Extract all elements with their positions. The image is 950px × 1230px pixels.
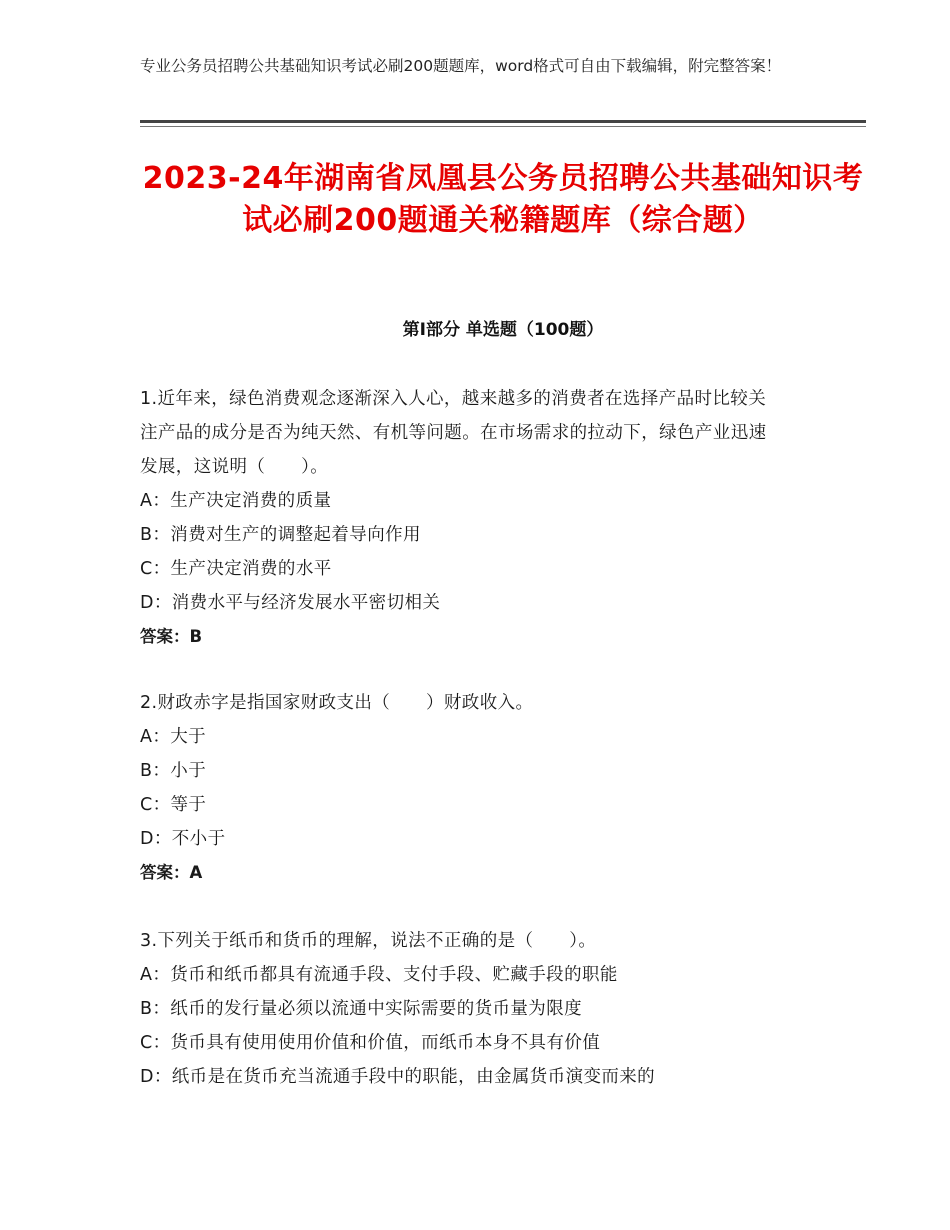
- header-divider-thick: [140, 120, 866, 123]
- answer: 答案：B: [140, 627, 203, 646]
- question-stem: 1.近年来，绿色消费观念逐渐深入人心，越来越多的消费者在选择产品时比较关注产品的成分是否为纯天然、有机等问题。在市场需求的拉动下，绿色产业迅速发展，这说明（ ）。: [140, 389, 767, 477]
- question-3: [140, 924, 780, 1094]
- option-a: A：大于: [140, 727, 207, 747]
- option-d: D：消费水平与经济发展水平密切相关: [140, 593, 441, 613]
- header-divider-thin: [140, 126, 866, 127]
- document-title: 2023-24年湖南省凤凰县公务员招聘公共基础知识考试必刷200题通关秘籍题库（综合题）: [142, 161, 864, 238]
- question-stem: 3.下列关于纸币和货币的理解，说法不正确的是（ ）。: [140, 931, 597, 951]
- option-b: B：消费对生产的调整起着导向作用: [140, 525, 421, 545]
- option-a: A：生产决定消费的质量: [140, 491, 332, 511]
- option-b: B：小于: [140, 761, 207, 781]
- option-a: A：货币和纸币都具有流通手段、支付手段、贮藏手段的职能: [140, 965, 618, 985]
- option-d: D：纸币是在货币充当流通手段中的职能，由金属货币演变而来的: [140, 1067, 656, 1087]
- answer: 答案：A: [140, 863, 203, 882]
- header-note: 专业公务员招聘公共基础知识考试必刷200题题库，word格式可自由下载编辑，附完整答案！: [140, 57, 782, 75]
- question-stem: 2.财政赤字是指国家财政支出（ ）财政收入。: [140, 693, 534, 713]
- question-1: [140, 382, 780, 654]
- option-c: C：等于: [140, 795, 207, 815]
- section-title: 第Ⅰ部分 单选题（100题）: [402, 320, 604, 340]
- option-d: D：不小于: [140, 829, 226, 849]
- option-c: C：货币具有使用使用价值和价值，而纸币本身不具有价值: [140, 1033, 601, 1053]
- option-b: B：纸币的发行量必须以流通中实际需要的货币量为限度: [140, 999, 583, 1019]
- question-2: [140, 686, 780, 890]
- option-c: C：生产决定消费的水平: [140, 559, 332, 579]
